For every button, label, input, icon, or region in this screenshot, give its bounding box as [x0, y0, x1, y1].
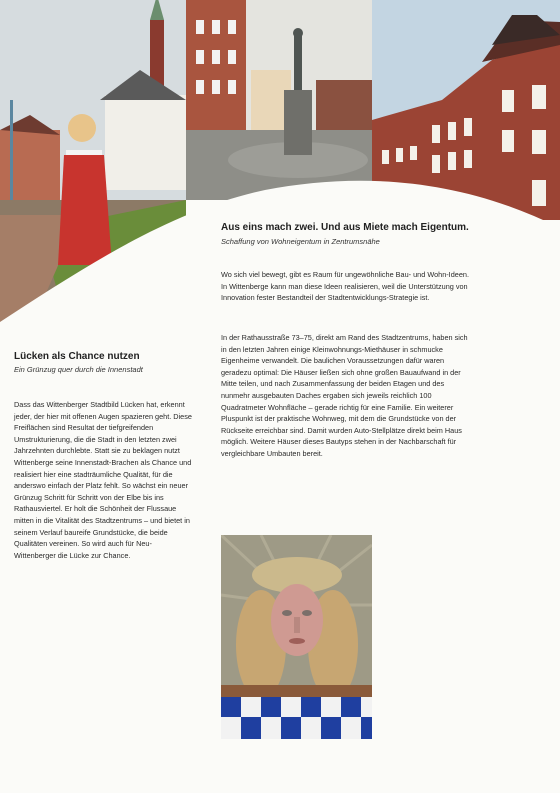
right-article-paragraph-2: In der Rathausstraße 73–75, direkt am Rand des Stadtzentrums, haben sich in den letzten Jahren einige Kleinwohnungs-Miethäuser in schmucke Eigenheime verwandelt. Die baulichen Voraussetzungen dafür waren geradezu optimal: Die Häuser ließen sich ohne großen Bauaufwand in der Mitte teilen, und nach Zusammenfassung der beiden Etagen und des nunmehr ausgebauten Daches ergaben sich jeweils reichlich 100 Quadratmeter Wohnfläche – gerade richtig für eine Familie. Ein weiterer Pluspunkt ist der praktische Wohnweg, mit dem die Grundstücke von der Rückseite erreichbar sind. Damit wurden Auto-Stellplätze direkt beim Haus möglich. Weitere Häuser dieses Bautyps stehen in der Nachbarschaft für vergleichbare Umbauten bereit.: [221, 333, 468, 458]
left-article-paragraph: Dass das Wittenberger Stadtbild Lücken hat, erkennt jeder, der hier mit offenen Augen spazieren geht. Diese Freiflächen sind Resultat der tiefgreifenden Umstrukturierung, die die Stadt in den letzten zwei Jahrzehnten durchlebte. Statt sie zu beklagen nutzt Wittenberge seine Innenstadt-Brachen als Chance und realisiert hier eine stadträumliche Qualität, für die anderswo einfach der Platz fehlt. So wächst ein neuer Grünzug Schritt für Schritt von der Elbe bis ins Rathausviertel. Er holt die Schönheit der Flussaue mitten in die Vitalität des Stadtzentrums – und bietet in seinem Verlauf baureife Grundstücke, die beide Qualitäten vereinen. So wird auch für Neu-Wittenberger die Lücke zur Chance.: [14, 400, 192, 560]
right-article-paragraph-1: Wo sich viel bewegt, gibt es Raum für ungewöhnliche Bau- und Wohn-Ideen. In Wittenberge kann man diese Ideen realisieren, weil die Unterstützung von Innovation fester Bestandteil der Stadtentwicklungs-Strategie ist.: [221, 270, 469, 303]
right-article-subtitle: Schaffung von Wohneigentum in Zentrumsnähe: [221, 237, 380, 246]
left-article-subtitle: Ein Grünzug quer durch die Innenstadt: [14, 365, 143, 374]
right-article-title: Aus eins mach zwei. Und aus Miete mach Eigentum.: [221, 222, 469, 233]
photo-carved-face-relief-art: [221, 535, 372, 739]
left-article-title: Lücken als Chance nutzen: [14, 351, 140, 362]
photo-carved-face-relief: [221, 535, 372, 739]
